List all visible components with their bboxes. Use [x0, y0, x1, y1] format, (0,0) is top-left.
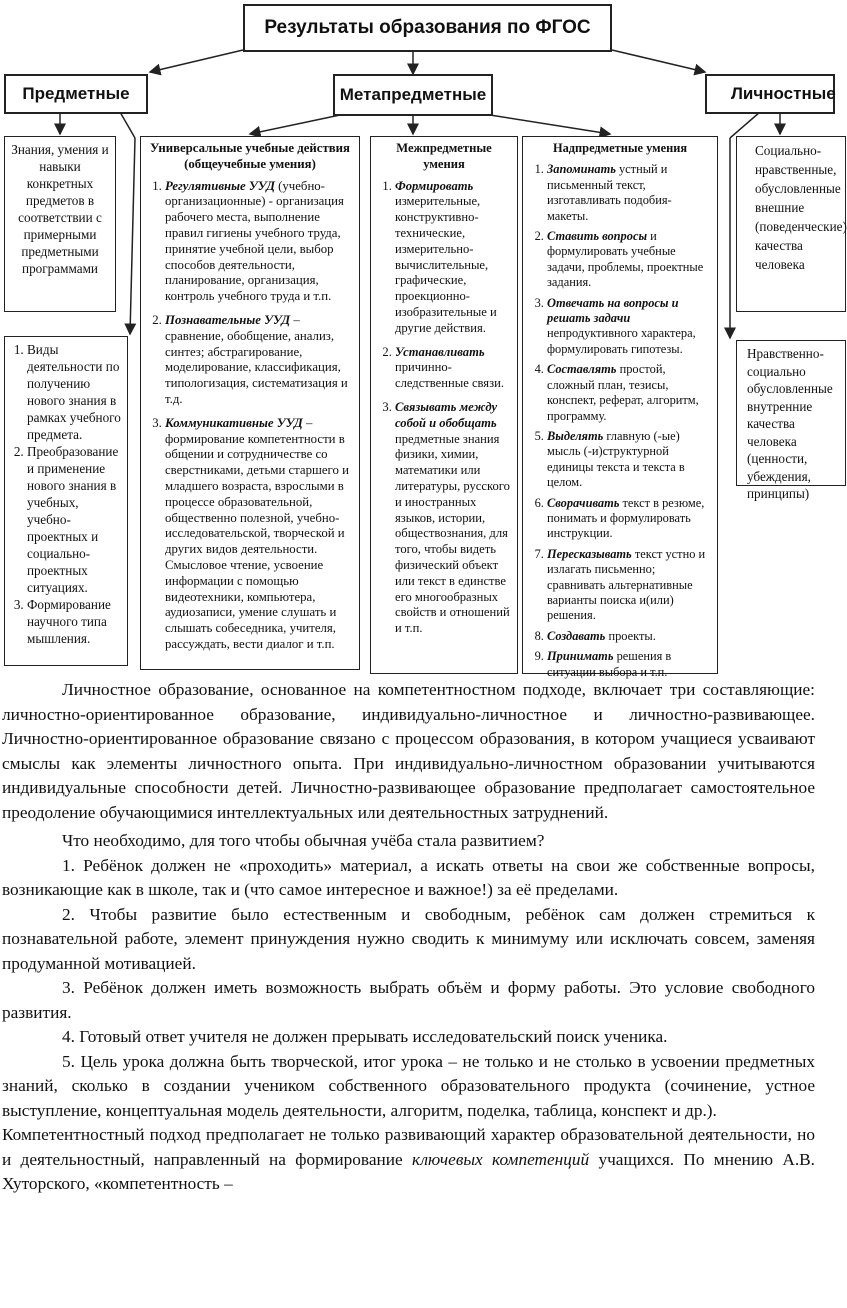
uud-item	[165, 416, 353, 653]
uud-item-head: Познавательные УУД	[165, 312, 291, 327]
inter-item	[395, 400, 511, 637]
inter-item-text: причинно-следственные связи.	[395, 360, 504, 391]
supra-title: Надпредметные умения	[552, 141, 688, 155]
supra-item-head: Отвечать на вопросы и решать задачи	[547, 295, 679, 326]
uud-title: Универсальные учебные действия (общеучебные умения)	[150, 141, 350, 171]
supra-item-text: и формулировать учебные задачи, проблемы, проектные задания.	[547, 229, 704, 290]
supra-item	[547, 496, 711, 542]
supra-item-head: Принимать	[547, 649, 614, 664]
inter-item-text: предметные знания физики, химии, математики или литературы, русского и иностранных языков, истории, обществознания, для того, чтобы видеть физический объект или текст в единстве его многообразных свойств и отношений и т.п.	[395, 431, 510, 636]
paragraph: 2. Чтобы развитие было естественным и свободным, ребёнок сам должен стремиться к познавательной работе, элемент принуждения нужно сводить к минимуму или исключать совсем, заменяя продуманной мотивацией.	[2, 904, 815, 973]
supra-item	[547, 629, 711, 644]
uud-item-head: Коммуникативные УУД	[165, 415, 303, 430]
personal-external-box: Социально-нравственные, обусловленные внешние (поведенческие) качества человека	[736, 136, 846, 312]
supra-item	[547, 362, 711, 424]
uud-box	[140, 136, 360, 670]
supra-item	[547, 162, 711, 224]
inter-title: Межпредметные умения	[396, 141, 492, 171]
supra-item-head: Пересказывать	[547, 546, 632, 561]
supra-item-head: Выделять	[547, 428, 604, 443]
paragraph: 3. Ребёнок должен иметь возможность выбрать объём и форму работы. Это условие свободного развития.	[2, 978, 815, 1022]
personal-internal-box: Нравственно-социально обусловленные внутренние качества человека (ценности, убеждения, принципы)	[736, 340, 846, 486]
category-personal: Личностные	[705, 74, 835, 114]
subject-activity-item: 1. Виды деятельности по получению нового знания в рамках учебного предмета.	[27, 341, 121, 443]
paragraph: 4. Готовый ответ учителя не должен прерывать исследовательский поиск ученика.	[62, 1027, 668, 1046]
uud-item	[165, 179, 353, 305]
supra-item-head: Создавать	[547, 628, 606, 643]
paragraph: Что необходимо, для того чтобы обычная учёба стала развитием?	[62, 831, 545, 850]
supra-item-head: Составлять	[547, 362, 617, 377]
supra-box	[522, 136, 718, 679]
inter-item	[395, 179, 511, 337]
inter-item-text: измерительные, конструктивно-технические, измерительно-вычислительные, графические, проекционно-изобразительные и другие действия.	[395, 194, 497, 335]
supra-item-text: простой, сложный план, тезисы, конспект, реферат, алгоритм, программу.	[547, 362, 699, 423]
inter-item-head: Формировать	[395, 178, 474, 193]
category-meta: Метапредметные	[333, 74, 493, 116]
supra-item-text: непродуктивного характера, формулировать гипотезы.	[547, 326, 696, 356]
supra-item-head: Сворачивать	[547, 495, 620, 510]
supra-item	[547, 547, 711, 624]
paragraph	[2, 1123, 815, 1197]
supra-item-text: текст в резюме, понимать и формулировать инструкции.	[547, 495, 705, 541]
supra-item-text: решения в ситуации выбора и т.п.	[547, 649, 672, 679]
paragraph: 1. Ребёнок должен не «проходить» материал, а искать ответы на свои же собственные вопросы, возникающие как в школе, так и (что самое интересное и важное!) за её пределами.	[2, 855, 815, 899]
supra-item-head: Запоминать	[547, 162, 616, 177]
paragraph: 5. Цель урока должна быть творческой, итог урока – не только и не столько в усвоении предметных знаний, сколько в создании учеником собственного образовательного продукта (сочинение, устное выступление, концептуальная модель деятельности, алгоритм, поделка, таблица, конспект и др.).	[2, 1051, 815, 1120]
paragraph: Личностное образование, основанное на компетентностном подходе, включает три составляющие: личностно-ориентированное образование, индивидуально-личностное и личностно-развивающее. Личностно-ориентированное образование связано с процессом образования, в котором учащиеся усваивают смыслы как элементы личностного опыта. При индивидуально-личностном образовании учитываются индивидуальные способности детей. Личностно-развивающее образование предполагает самостоятельное преодоление обучающимися интеллектуальных или деятельностных затруднений.	[2, 680, 815, 822]
supra-item-head: Ставить вопросы	[547, 229, 648, 244]
subject-activities-box	[4, 336, 128, 666]
uud-item	[165, 313, 353, 408]
inter-item-head: Связывать между собой и обобщать	[395, 399, 498, 430]
uud-item-text: (учебно-организационные) - организация рабочего места, выполнение правил гигиены учебного труда, принятие учебной цели, выбор способов деятельности, планирование, организация, контроль учебного труда и т.п.	[165, 178, 344, 304]
body-text	[0, 678, 816, 1197]
key-competencies-term: ключевых компетенций	[412, 1149, 590, 1169]
supra-item	[547, 296, 711, 358]
diagram-title: Результаты образования по ФГОС	[243, 4, 612, 52]
supra-item	[547, 429, 711, 491]
supra-item-text: проекты.	[605, 628, 656, 643]
inter-box	[370, 136, 518, 674]
supra-item	[547, 229, 711, 291]
paragraph-text: учащихся. По мнению А.В. Хуторского, «компетентность –	[2, 1149, 816, 1193]
supra-item-text: устный и письменный текст, изготавливать подобия-макеты.	[547, 162, 672, 223]
uud-item-text: – сравнение, обобщение, анализ, синтез; абстрагирование, моделирование, классификация, типологизация, систематизация и т.д.	[165, 312, 348, 406]
uud-item-text: – формирование компетентности в общении и сотрудничестве со сверстниками, детьми старшего и младшего возраста, взрослыми в процессе образовательной, общественно полезной, учебно-исследовательской, творческой и других видов деятельности. Смысловое чтение, усвоение информации с помощью видеотехники, компьютера, аудиозаписи, умение слушать и слышать собеседника, учителя, рассуждать, вести диалог и т.п.	[165, 415, 349, 651]
inter-item	[395, 345, 511, 392]
uud-item-head: Регулятивные УУД	[165, 178, 275, 193]
supra-item-text: текст устно и излагать письменно; сравнивать альтернативные варианты поиска и(или) решения.	[547, 546, 706, 623]
subject-activity-item: 2. Преобразование и применение нового знания в учебных, учебно-проектных и социально-проектных ситуациях.	[27, 443, 121, 596]
supra-item	[547, 649, 711, 680]
paragraph-text: Компетентностный подход предполагает не только развивающий характер образовательной деятельности, но и деятельностный, направленный на формирование	[2, 1125, 815, 1169]
subject-activity-item: 3. Формирование научного типа мышления.	[27, 596, 121, 647]
supra-item-text: главную (-ые) мысль (-и)структурной единицы текста и текста в целом.	[547, 428, 685, 490]
subject-knowledge-box: Знания, умения и навыки конкретных предметов в соответствии с примерными предметными программами	[4, 136, 116, 312]
inter-item-head: Устанавливать	[395, 344, 485, 359]
category-subject: Предметные	[4, 74, 148, 114]
